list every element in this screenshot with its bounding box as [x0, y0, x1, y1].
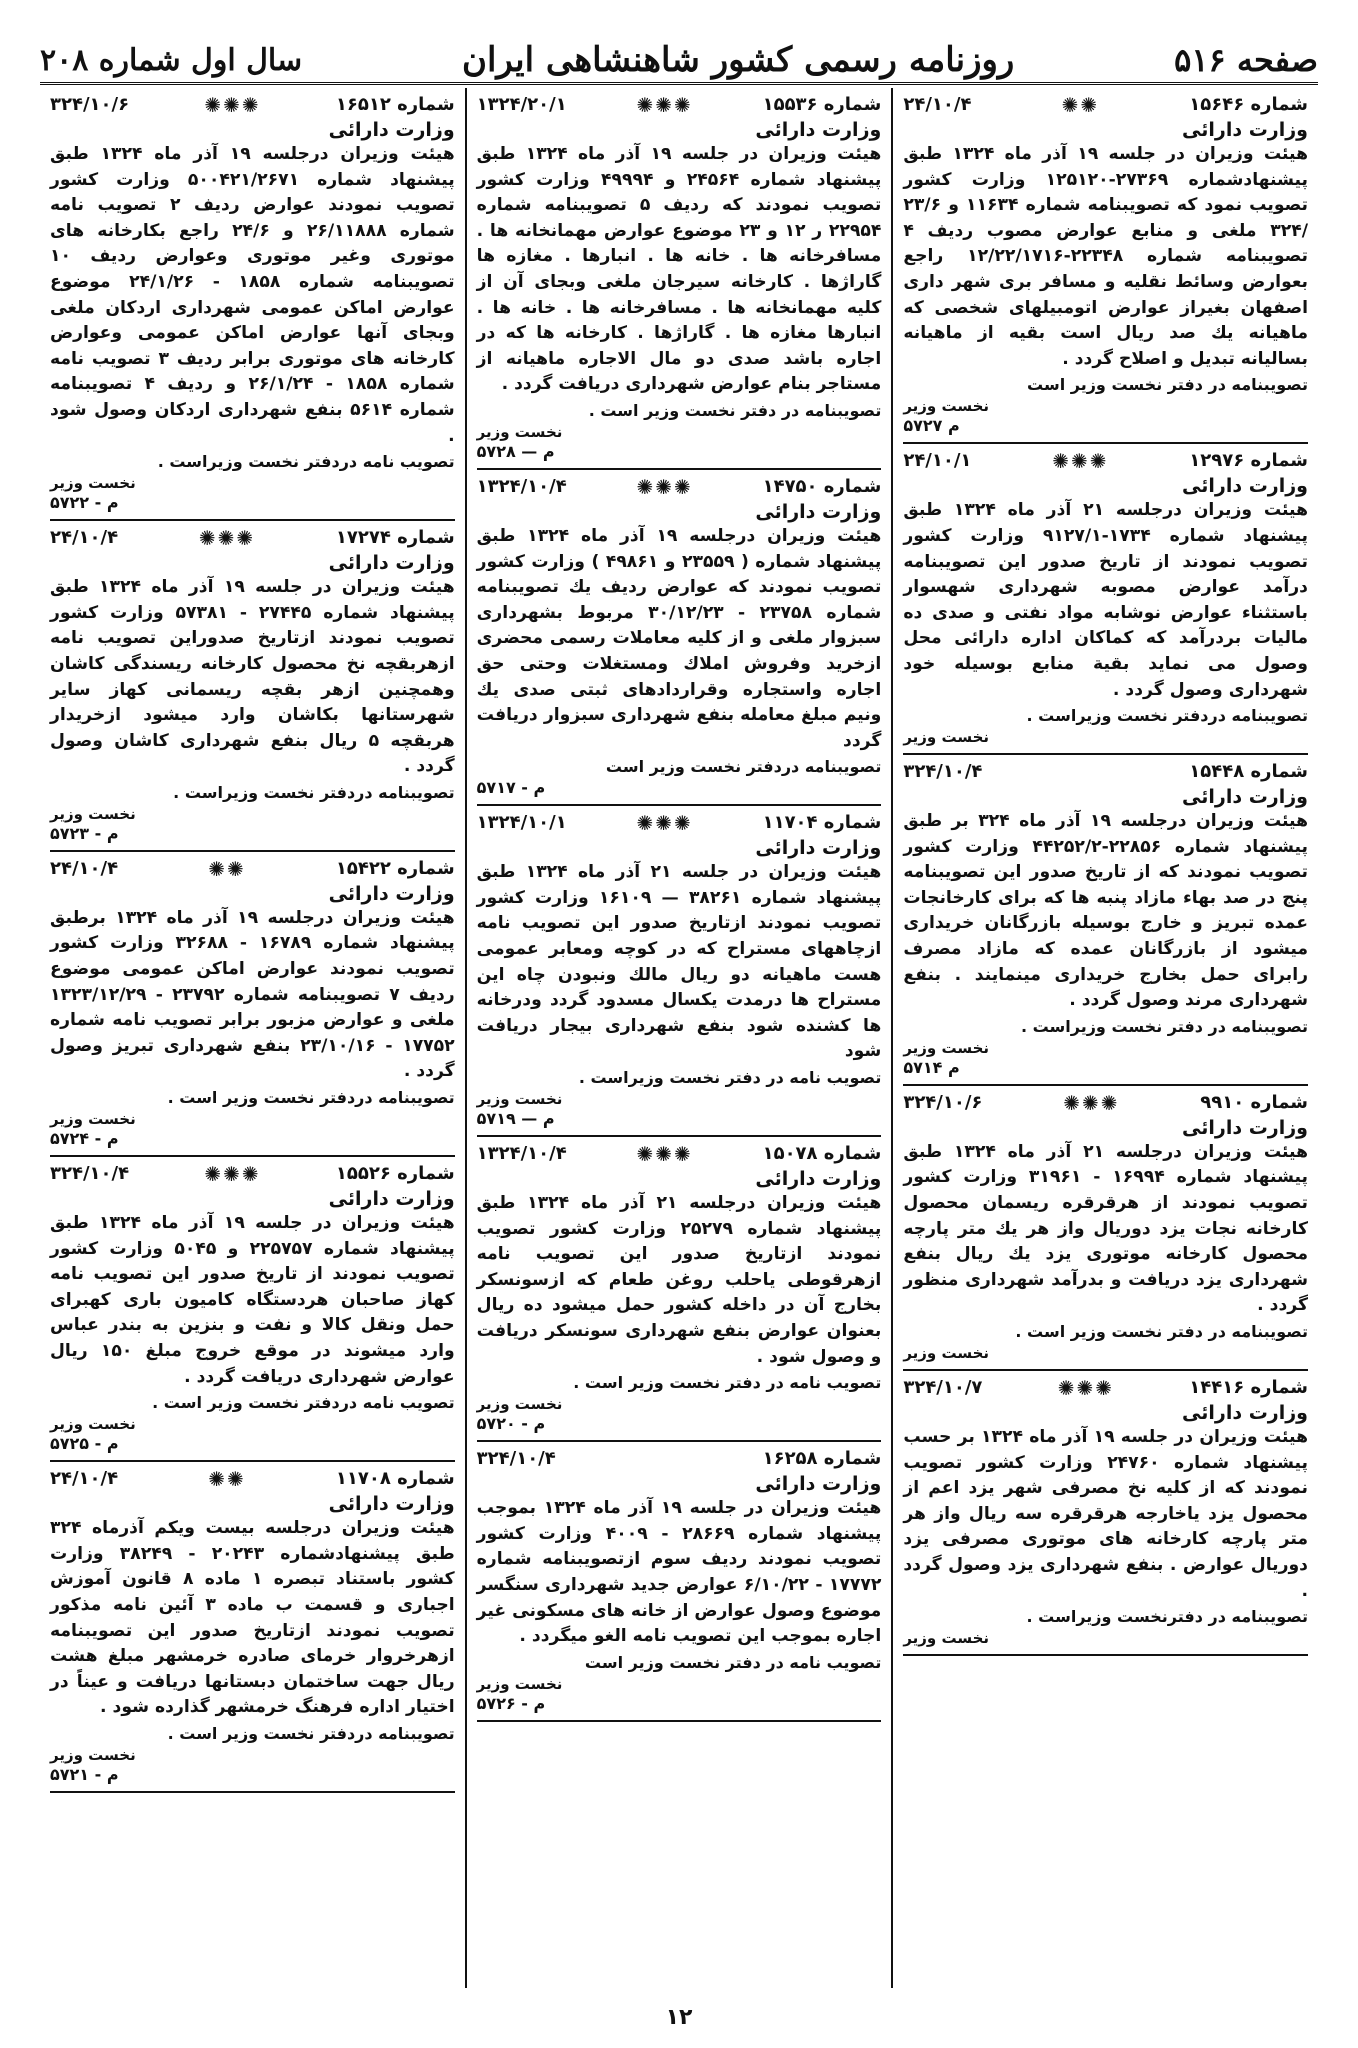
- ornament-stars: ✺✺: [1061, 93, 1100, 117]
- decree-date: ۲۴/۱۰/۴: [50, 1468, 119, 1490]
- decree-entry: [477, 1143, 882, 1434]
- signature: نخست وزیر: [903, 1629, 990, 1648]
- decree-body: هیئت وزیران در جلسه ۱۹ آذر ماه ۱۳۲۴ طبق پیشنهاد شماره ۲۴۵۶۴ و ۴۹۹۹۴ وزارت کشور تصویب نمودند که ردیف ۵ تصویبنامه شماره ۲۲۹۵۴ ر ۱۲ و ۲۳ موضوع عوارض مهمانخانه ها . مسافرخانه ها . خانه ها . انبارها . مغازه ها گاراژها . کارخانه سیرجان ملغی وبجای آن از کلیه مهمانخانه ها . مسافرخانه ها . خانه ها . انبارها مغازه ها . گاراژها . کارخانه ها که در اجاره باشد صدی دو مال الاجاره ماهیانه از مستاجر بنام عوارض شهرداری دریافت گردد .: [476, 144, 882, 395]
- ornament-stars: ✺✺✺: [636, 811, 693, 836]
- decree-header: [50, 858, 455, 880]
- column-2: [467, 88, 894, 1988]
- decree-number: شماره ۱۵۴۲۲: [335, 857, 455, 879]
- ornament-stars: ✺✺✺: [198, 526, 256, 551]
- entry-separator: [50, 850, 455, 852]
- decree-body: هیئت وزیران درجلسه ۱۹ آذر ماه ۱۳۲۴ طبق پیشنهاد شماره ۵۰۰۴۲۱/۲۶۷۱ وزارت کشور تصویب نمودند عوارض ردیف ۲ تصویب نامه شماره ۲۶/۱۱۸۸۸ و ۲۴/۶ راجع بکارخانه های موتوری وغیر موتوری وعوارض ردیف ۱۰ تصویبنامه شماره ۱۸۵۸ - ۲۴/۱/۲۶ موضوع عوارض اماکن عمومی شهرداری اردکان ملغی وبجای آنها عوارض اماکن عمومی وعوارض کارخانه های موتوری برابر ردیف ۳ تصویب نامه شماره ۱۸۵۸ - ۲۶/۱/۲۴ و ردیف ۴ تصویبنامه شماره ۵۶۱۴ بنفع شهرداری اردکان وصول شود .: [49, 144, 455, 446]
- entry-separator: [903, 1084, 1308, 1086]
- decree-header: [50, 527, 455, 549]
- record-note: تصویب نامه در دفتر نخست وزیر است .: [573, 1373, 882, 1393]
- signature: نخست وزیر: [49, 474, 136, 493]
- entry-separator: [477, 804, 882, 806]
- signature: نخست وزیر: [903, 728, 990, 747]
- signature: نخست وزیر: [476, 1395, 563, 1414]
- decree-header: [477, 476, 882, 498]
- reference-number: م - ۵۷۱۷: [476, 778, 546, 798]
- decree-entry: [477, 812, 882, 1129]
- entry-separator: [50, 1460, 455, 1462]
- ministry-name: وزارت دارائی: [755, 837, 882, 860]
- header-issue: سال اول شماره ۲۰۸: [40, 42, 303, 78]
- signature: نخست وزیر: [476, 1674, 563, 1693]
- decree-number: شماره ۱۵۴۴۸: [1189, 761, 1308, 783]
- decree-date: ۳۲۴/۱۰/۶: [903, 1091, 983, 1113]
- ministry-name: وزارت دارائی: [755, 500, 882, 523]
- reference-number: م - ۵۷۲۵: [49, 1434, 119, 1454]
- decree-entry: [477, 476, 882, 798]
- entry-separator: [903, 1369, 1308, 1371]
- decree-header: [477, 812, 882, 834]
- record-note: تصویبنامه در دفتر نخست وزیر است: [1027, 375, 1308, 395]
- decree-body: هیئت وزیران درجلسه ۱۹ آذر ماه ۳۲۴ بر طبق پیشنهاد شماره ۲۲۸۵۶-۴۴۲۵۲/۲ وزارت کشور تصویب نمودند که از تاریخ صدور این تصویبنامه پنج در صد بهاء مازاد پنبه ها که برای کارخانجات عمده تبریز و خارج بوسیله بازرگانان خریداری میشود از بازرگانان عمده که مازاد مصرف رابرای حمل بخارج خریداری مینمایند . بنفع شهرداری مرند وصول گردد .: [903, 811, 1308, 1011]
- ornament-stars: ✺✺: [208, 856, 246, 881]
- page-header: [40, 30, 1318, 90]
- decree-entry: [903, 1377, 1308, 1648]
- signature: نخست وزیر: [476, 422, 563, 441]
- decree-body: هیئت وزیران درجلسه ۲۱ آذر ماه ۱۳۲۴ طبق پیشنهاد شماره ۲۵۲۷۹ وزارت کشور تصویب نمودند ازتاریخ صدور این تصویب نامه ازهرقوطی یاحلب روغن طعام که ازسونسکر بخارج آن در داخله کشور حمل میشود ده ریال بعنوان عوارض بنفع شهرداری سونسکر دریافت و وصول شود .: [476, 1193, 882, 1367]
- reference-number: م — ۵۷۱۹: [476, 1109, 555, 1129]
- decree-number: شماره ۱۵۵۳۶: [762, 94, 882, 115]
- decree-header: [477, 1143, 882, 1165]
- entry-separator: [50, 519, 455, 521]
- reference-number: م - ۵۷۲۰: [476, 1414, 546, 1434]
- decree-date: ۲۴/۱۰/۴: [903, 94, 972, 115]
- ministry-name: وزارت دارائی: [328, 1188, 455, 1211]
- ministry-name: وزارت دارائی: [1182, 475, 1308, 498]
- decree-date: ۲۴/۱۰/۴: [50, 857, 119, 879]
- decree-header: [477, 94, 882, 116]
- ministry-name: وزارت دارائی: [1182, 786, 1308, 809]
- decree-number: شماره ۹۹۱۰: [1200, 1091, 1308, 1113]
- ministry-name: وزارت دارائی: [328, 1493, 455, 1516]
- entry-separator: [477, 1440, 882, 1442]
- page-number: ۱۲: [665, 2005, 693, 2030]
- record-note: تصویبنامه در دفتر نخست وزیر است .: [588, 400, 882, 420]
- columns: [40, 88, 1318, 1988]
- decree-entry: [50, 858, 455, 1149]
- record-note: تصویبنامه دردفتر نخست وزیر است: [605, 757, 882, 777]
- decree-date: ۱۳۲۴/۱۰/۴: [476, 475, 567, 497]
- entry-separator: [903, 442, 1308, 444]
- decree-number: شماره ۱۲۹۷۶: [1189, 450, 1308, 472]
- ornament-stars: ✺✺✺: [1052, 449, 1109, 474]
- decree-entry: [903, 450, 1308, 747]
- decree-date: ۳۲۴/۱۰/۶: [50, 94, 130, 115]
- signature: نخست وزیر: [903, 1344, 990, 1362]
- decree-entry: [903, 1092, 1308, 1363]
- decree-entry: [50, 94, 455, 513]
- ministry-name: وزارت دارائی: [328, 552, 455, 575]
- ornament-stars: ✺✺: [208, 1467, 246, 1492]
- ornament-stars: ✺✺✺: [636, 93, 693, 117]
- decree-entry: [50, 1468, 455, 1785]
- reference-number: م - ۵۷۲۳: [49, 823, 119, 843]
- entry-separator: [477, 1135, 882, 1137]
- entry-separator: [50, 1155, 455, 1157]
- record-note: تصویبنامه دردفتر نخست وزیر است .: [167, 1088, 455, 1108]
- decree-body: هیئت وزیران درجلسه بیست ویکم آذرماه ۳۲۴ طبق پیشنهادشماره ۲۰۲۴۳ - ۳۸۲۴۹ وزارت کشور باستناد تبصره ۱ ماده ۸ قانون آموزش اجباری و قسمت ب ماده ۳ آئین نامه مذکور تصویب نمودند ازتاریخ صدور این تصویبنامه ازهرخروار خرمای صادره خرمشهر مبلغ هشت ریال جهت ساختمان دبستانها دریافت و عیناً در اختیار اداره فرهنگ خرمشهر گذارده شود .: [49, 1518, 455, 1718]
- ornament-stars: ✺✺✺: [204, 1162, 261, 1187]
- record-note: تصویبنامه دردفتر نخست وزیراست .: [1026, 706, 1308, 726]
- ornament-stars: ✺✺✺: [1057, 1376, 1114, 1400]
- ministry-name: وزارت دارائی: [755, 119, 882, 141]
- record-note: تصویب نامه در دفتر نخست وزیراست .: [578, 1068, 882, 1088]
- decree-header: [903, 1377, 1308, 1399]
- reference-number: م ۵۷۲۷: [903, 416, 960, 436]
- decree-body: هیئت وزیران در جلسه ۱۹ آذر ماه ۱۳۲۴ طبق پیشنهادشماره ۲۷۳۶۹-۱۲۵۱۲۰ وزارت کشور تصویب نمود که تصویبنامه شماره ۱۱۶۳۴ و ۲۳/۶ /۳۲۴ ملغی و منابع عوارض مصوب ردیف ۴ تصویبنامه شماره ۲۲۳۴۸-۱۲/۲۲/۱۷۱۶ راجع بعوارض وسائط نقلیه و مسافر بری شهر داری اصفهان بغیراز عوارض اتومبیلهای شخصی که ماهیانه یك صد ریال است بقیه از ماهیانه بسالیانه تبدیل و اصلاح گردد .: [903, 144, 1309, 369]
- ministry-name: وزارت دارائی: [328, 882, 455, 905]
- decree-number: شماره ۱۱۷۰۸: [335, 1468, 455, 1490]
- reference-number: م — ۵۷۲۸: [476, 441, 555, 461]
- decree-header: [903, 94, 1308, 116]
- ornament-stars: ✺✺✺: [636, 474, 693, 499]
- decree-body: هیئت وزیران درجلسه ۱۹ آذر ماه ۱۳۲۴ طبق پیشنهاد شماره ( ۲۳۵۵۹ و ۴۹۸۶۱ ) وزارت کشور تصویب نمودند که عوارض ردیف یك تصویبنامه شماره ۲۳۷۵۸ - ۳۰/۱۲/۲۳ مربوط بشهرداری سبزوار ملغی و از کلیه معاملات رسمی محضری ازخرید وفروش املاك ومستغلات وحتی حق اجاره واستجاره وقراردادهای ثبتی صدی یك ونیم مبلغ معامله بنفع شهرداری سبزوار دریافت گردد: [476, 525, 882, 751]
- decree-entry: [903, 94, 1308, 436]
- ornament-stars: ✺✺✺: [204, 93, 261, 117]
- record-note: تصویب نامه دردفتر نخست وزیراست .: [157, 452, 455, 472]
- signature: نخست وزیر: [476, 1090, 563, 1109]
- ornament-stars: ✺✺✺: [636, 1142, 693, 1167]
- decree-header: [903, 761, 1308, 783]
- decree-body: هیئت وزیران درجلسه ۲۱ آذر ماه ۱۳۲۴ طبق پیشنهاد شماره ۱۷۳۴-۹۱۲۷/۱ وزارت کشور تصویب نمودند از تاریخ صدور این تصویبنامه درآمد عوارض مصوبه شهرداری شهسوار باستثناء عوارض نوشابه مواد نفتی و صدی ده مالیات بردرآمد که کماکان اداره دارائی محل وصول می نماید بقیة منابع بوسیله خود شهرداری وصول گردد .: [903, 500, 1309, 700]
- decree-date: ۱۳۲۴/۱۰/۱: [476, 812, 567, 834]
- decree-number: شماره ۱۴۴۱۶: [1189, 1377, 1308, 1398]
- decree-date: ۳۲۴/۱۰/۷: [903, 1377, 983, 1398]
- header-title: روزنامه رسمی کشور شاهنشاهی ایران: [461, 40, 1015, 80]
- record-note: تصویبنامه در دفترنخست وزیراست .: [1026, 1607, 1308, 1627]
- decree-entry: [50, 527, 455, 844]
- decree-date: ۳۲۴/۱۰/۴: [50, 1163, 130, 1185]
- decree-body: هیئت وزیران در جلسه ۱۹ آذر ماه ۱۳۲۴ طبق پیشنهاد شماره ۲۷۴۴۵ - ۵۷۳۸۱ وزارت کشور تصویب نمودند ازتاریخ صدوراین تصویب نامه ازهربقچه نخ محصول کارخانه ریسندگی کاشان وهمچنین ازهر بقچه ریسمانی کهاز سایر شهرستانها بکاشان وارد میشود ازخریدار هربقچه ۵ ریال بنفع شهرداری کاشان وصول گردد .: [49, 577, 455, 777]
- decree-body: هیئت وزیران در جلسه ۱۹ آذر ماه ۱۳۲۴ بموجب پیشنهاد شماره ۲۸۶۶۹ - ۴۰۰۹ وزارت کشور تصویب نمودند ردیف سوم ازتصویبنامه شماره ۱۷۷۷۲ - ۶/۱۰/۲۲ عوارض جدید شهرداری سنگسر موضوع وصول عوارض از خانه های مسکونی غیر اجاره بموجب این تصویب نامه الغو میگردد .: [476, 1498, 882, 1647]
- decree-number: شماره ۱۶۵۱۲: [335, 94, 455, 115]
- decree-number: شماره ۱۶۲۵۸: [762, 1448, 882, 1470]
- decree-header: [50, 1468, 455, 1490]
- signature: نخست وزیر: [49, 1110, 136, 1129]
- decree-header: [50, 94, 455, 116]
- signature: نخست وزیر: [49, 1745, 136, 1764]
- decree-date: ۳۲۴/۱۰/۴: [903, 761, 983, 783]
- entry-separator: [903, 1654, 1308, 1656]
- decree-date: ۱۳۲۴/۱۰/۴: [476, 1143, 567, 1165]
- reference-number: م - ۵۷۲۱: [49, 1764, 119, 1784]
- decree-date: ۲۴/۱۰/۱: [903, 450, 972, 472]
- signature: نخست وزیر: [49, 1415, 136, 1434]
- ornament-stars: ✺✺✺: [1063, 1090, 1120, 1115]
- decree-entry: [50, 1163, 455, 1454]
- ministry-name: وزارت دارائی: [1182, 1402, 1308, 1424]
- column-1: [893, 88, 1318, 1988]
- ministry-name: وزارت دارائی: [328, 119, 455, 141]
- decree-body: هیئت وزیران درجلسه ۲۱ آذر ماه ۱۳۲۴ طبق پیشنهاد شماره ۱۶۹۹۴ - ۳۱۹۶۱ وزارت کشور تصویب نمودند از هرقرقره ریسمان محصول کارخانه نجات یزد دوریال واز هر یك متر پارچه محصول کارخانه موتوری یزد یك ریال بنفع شهرداری یزد دریافت و بدرآمد شهرداری منظور گردد .: [903, 1141, 1308, 1316]
- ministry-name: وزارت دارائی: [1182, 1116, 1308, 1139]
- entry-separator: [50, 1791, 455, 1793]
- signature: نخست وزیر: [49, 804, 136, 823]
- decree-number: شماره ۱۵۵۲۶: [335, 1163, 455, 1185]
- decree-entry: [903, 761, 1308, 1078]
- ministry-name: وزارت دارائی: [755, 1168, 882, 1191]
- decree-body: هیئت وزیران در جلسه ۱۹ آذر ماه ۱۳۲۴ بر حسب پیشنهاد شماره ۲۴۷۶۰ وزارت کشور تصویب نمودند که از کلیه نخ مصرفی شهر یزد اعم از محصول یزد یاخارجه هرقرقره سه ریال واز هر متر پارچه کارخانه های موتوری مصرفی یزد دوریال عوارض . بنفع شهرداری یزد وصول گردد .: [903, 1427, 1308, 1601]
- record-note: تصویبنامه دردفتر نخست وزیراست .: [173, 782, 455, 802]
- decree-entry: [477, 94, 882, 462]
- decree-entry: [477, 1448, 882, 1714]
- decree-number: شماره ۱۱۷۰۴: [762, 812, 882, 834]
- reference-number: م - ۵۷۲۲: [49, 493, 119, 513]
- reference-number: م ۵۷۱۴: [903, 1057, 960, 1077]
- record-note: تصویبنامه در دفتر نخست وزیراست .: [1020, 1016, 1308, 1036]
- record-note: تصویب نامه در دفتر نخست وزیر است: [584, 1652, 882, 1672]
- header-rule: [40, 82, 1318, 85]
- reference-number: م - ۵۷۲۴: [49, 1129, 119, 1149]
- decree-header: [50, 1163, 455, 1185]
- decree-number: شماره ۱۵۶۴۶: [1189, 94, 1308, 115]
- decree-body: هیئت وزیران درجلسه ۱۹ آذر ماه ۱۳۲۴ برطبق پیشنهاد شماره ۱۶۷۸۹ - ۳۲۶۸۸ وزارت کشور تصویب نمودند عوارض اماکن عمومی موضوع ردیف ۷ تصویبنامه شماره ۲۳۷۹۲ - ۱۳۲۳/۱۲/۲۹ ملغی و عوارض مزبور برابر تصویب نامه شماره ۱۷۷۵۲ - ۲۳/۱۰/۱۶ بنفع شهرداری تبریز وصول گردد .: [49, 907, 455, 1082]
- record-note: تصویبنامه دردفتر نخست وزیر است .: [167, 1723, 455, 1743]
- decree-body: هیئت وزیران در جلسه ۱۹ آذر ماه ۱۳۲۴ طبق پیشنهاد شماره ۲۲۵۷۵۷ و ۵۰۴۵ وزارت کشور تصویب نمودند از تاریخ صدور این تصویب نامه کهاز صاحبان هردستگاه کامیون باری کهبرای حمل ونقل کالا و نفت و بنزین به بندر عباس وارد میشوند در موقع خروج مبلغ ۱۵۰ ریال عوارض شهرداری دریافت گردد .: [49, 1213, 455, 1387]
- decree-body: هیئت وزیران در جلسه ۲۱ آذر ماه ۱۳۲۴ طبق پیشنهاد شماره ۳۸۲۶۱ — ۱۶۱۰۹ وزارت کشور تصویب نمودند ازتاریخ صدور این تصویب نامه ازچاههای مستراح که در کوچه ومعابر عمومی هست ماهیانه دو ریال مالك ونبودن چاه این مستراح ها درمدت یکسال مسدود گردد ودرخانه ها کشنده شود بنفع شهرداری بیجار دریافت شود: [476, 862, 882, 1062]
- ministry-name: وزارت دارائی: [1182, 119, 1308, 141]
- header-page-label: صفحه ۵۱۶: [1174, 41, 1318, 79]
- decree-number: شماره ۱۷۲۷۴: [335, 527, 455, 549]
- decree-header: [477, 1448, 882, 1470]
- record-note: تصویب نامه دردفتر نخست وزیر است .: [152, 1393, 455, 1413]
- decree-number: شماره ۱۴۷۵۰: [762, 475, 882, 497]
- signature: نخست وزیر: [903, 397, 990, 416]
- entry-separator: [477, 468, 882, 470]
- entry-separator: [477, 1720, 882, 1722]
- decree-date: ۱۳۲۴/۲۰/۱: [476, 94, 567, 115]
- decree-date: ۳۲۴/۱۰/۴: [476, 1448, 556, 1470]
- column-3: [40, 88, 467, 1988]
- signature: نخست وزیر: [903, 1038, 990, 1057]
- decree-number: شماره ۱۵۰۷۸: [762, 1143, 882, 1165]
- record-note: تصویبنامه در دفتر نخست وزیر است .: [1015, 1322, 1308, 1341]
- reference-number: م - ۵۷۲۶: [476, 1693, 546, 1713]
- ministry-name: وزارت دارائی: [755, 1473, 882, 1496]
- decree-header: [903, 1092, 1308, 1114]
- decree-header: [903, 450, 1308, 472]
- entry-separator: [903, 753, 1308, 755]
- decree-date: ۲۴/۱۰/۴: [49, 527, 119, 549]
